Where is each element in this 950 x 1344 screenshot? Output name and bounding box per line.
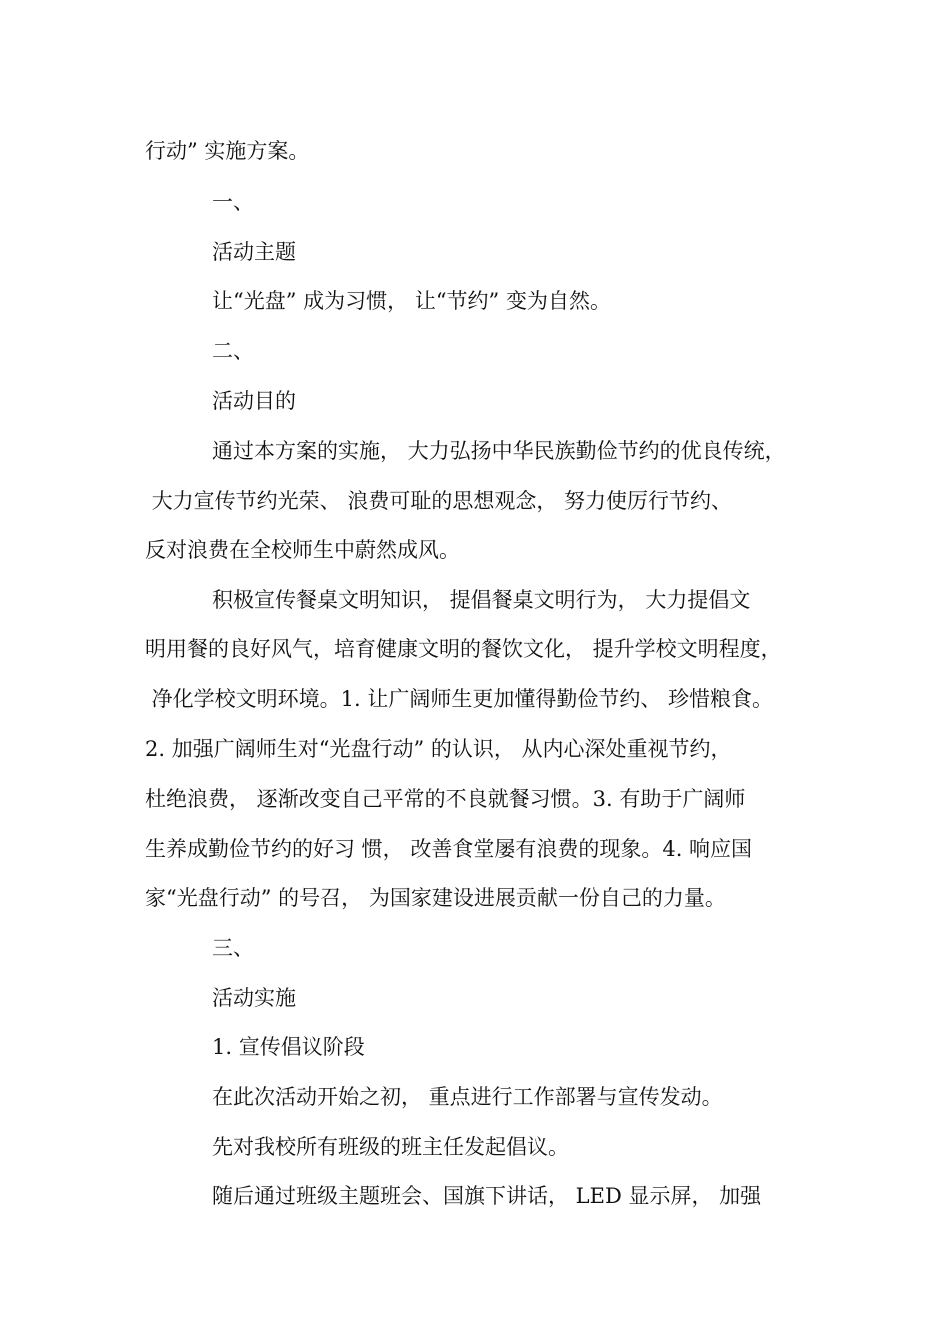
text-line-purpose-2: 大力宣传节约光荣、 浪费可耻的思想观念， 努力使厉行节约、 bbox=[145, 489, 733, 513]
text-line-purpose-7: 2. 加强广阔师生对“光盘行动” 的认识， 从内心深处重视节约， bbox=[145, 737, 732, 761]
section-number-3: 三、 bbox=[212, 936, 254, 960]
text-line-purpose-4: 积极宣传餐桌文明知识， 提倡餐桌文明行为， 大力提倡文 bbox=[212, 588, 751, 612]
text-line-purpose-6: 净化学校文明环境。1. 让广阔师生更加懂得勤俭节约、 珍惜粮食。 bbox=[145, 687, 774, 711]
subsection-heading-publicity: 1. 宣传倡议阶段 bbox=[212, 1035, 365, 1059]
text-line-purpose-8: 杜绝浪费， 逐渐改变自己平常的不良就餐习惯。3. 有助于广阔师 bbox=[145, 787, 746, 811]
text-line-impl-2: 先对我校所有班级的班主任发起倡议。 bbox=[212, 1135, 569, 1159]
text-line-theme: 让“光盘” 成为习惯， 让“节约” 变为自然。 bbox=[212, 289, 611, 313]
text-line-impl-1: 在此次活动开始之初， 重点进行工作部署与宣传发动。 bbox=[212, 1085, 723, 1109]
text-line-purpose-3: 反对浪费在全校师生中蔚然成风。 bbox=[145, 538, 460, 562]
section-heading-implementation: 活动实施 bbox=[212, 986, 296, 1010]
section-heading-purpose: 活动目的 bbox=[212, 389, 296, 413]
text-line-purpose-10: 家“光盘行动” 的号召， 为国家建设进展贡献一份自己的力量。 bbox=[145, 886, 726, 910]
section-number-1: 一、 bbox=[212, 190, 254, 214]
text-line-purpose-9: 生养成勤俭节约的好习 惯， 改善食堂屡有浪费的现象。4. 响应国 bbox=[145, 837, 753, 861]
text-line-purpose-5: 明用餐的良好风气，培育健康文明的餐饮文化， 提升学校文明程度， bbox=[145, 637, 782, 661]
text-line-1: 行动” 实施方案。 bbox=[145, 139, 310, 163]
section-heading-theme: 活动主题 bbox=[212, 240, 296, 264]
section-number-2: 二、 bbox=[212, 339, 254, 363]
text-line-impl-3: 随后通过班级主题班会、国旗下讲话， LED 显示屏， 加强 bbox=[212, 1184, 762, 1208]
text-line-purpose-1: 通过本方案的实施， 大力弘扬中华民族勤俭节约的优良传统， bbox=[212, 439, 786, 463]
